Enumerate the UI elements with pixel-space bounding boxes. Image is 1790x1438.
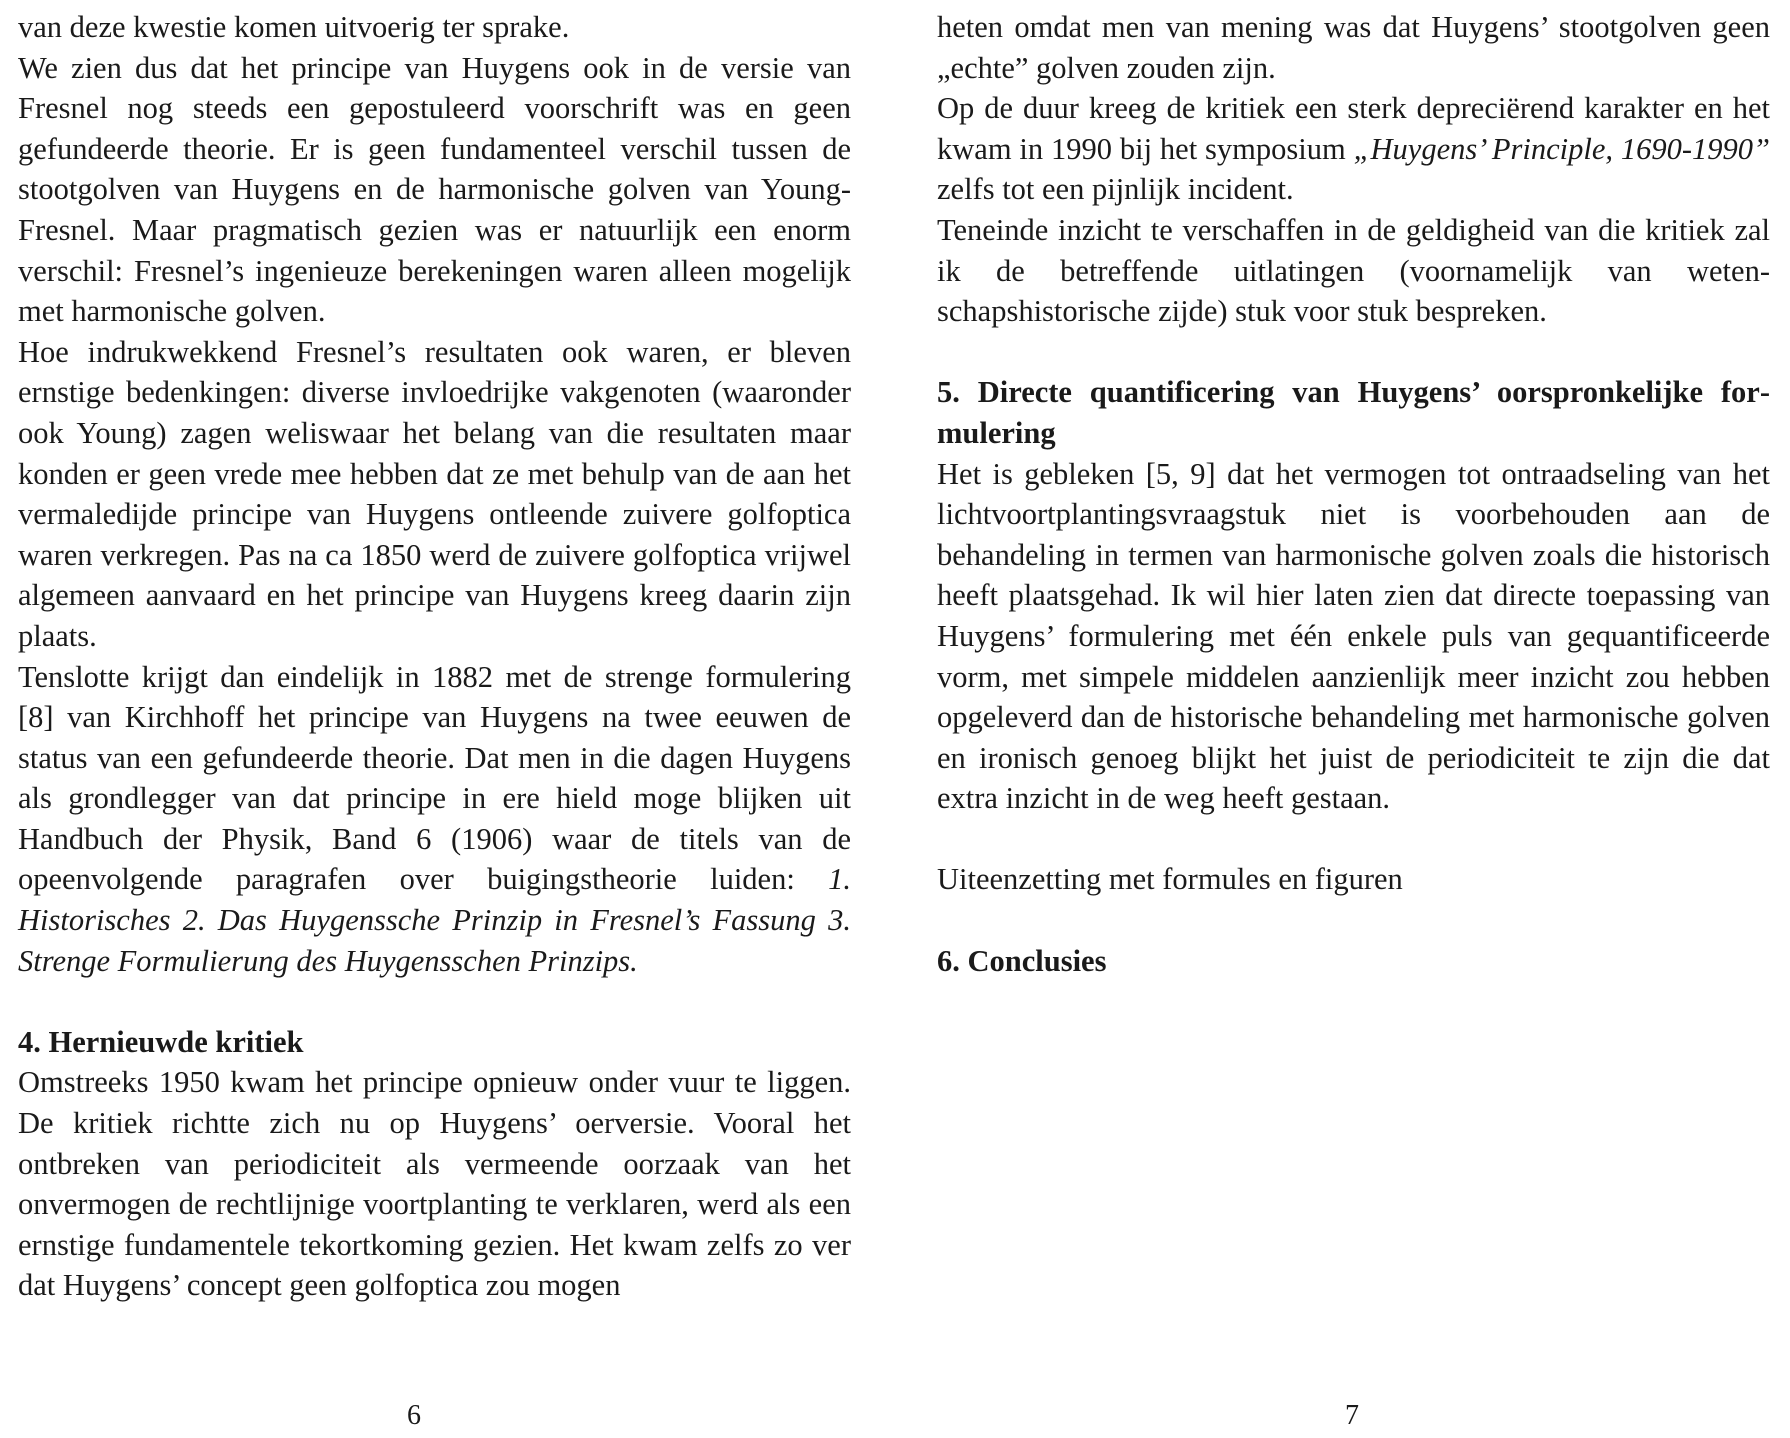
section-spacer — [937, 900, 1770, 941]
paragraph — [937, 7, 1770, 88]
paragraph — [937, 210, 1770, 332]
text-run: Uiteenzetting met formules en figuren — [937, 862, 1403, 897]
section-heading: 5. Directe quantificering van Huygens’ oorspronkelijke formulering — [937, 375, 1770, 450]
paragraph — [937, 88, 1770, 210]
paragraph — [18, 332, 851, 657]
text-run: heten omdat men van mening was dat Huygens’ stootgolven geen „echte” golven zouden zijn. — [937, 10, 1770, 85]
paragraph — [18, 7, 851, 48]
section-heading: 4. Hernieuwde kritiek — [18, 1024, 304, 1059]
section-spacer — [18, 981, 851, 1022]
paragraph — [937, 454, 1770, 819]
paragraph — [18, 657, 851, 982]
paragraph — [937, 859, 1770, 900]
text-run: Op de duur kreeg de kritiek een sterk depreciërend karakter en het kwam in 1990 bij het symposium — [937, 91, 1770, 166]
italic-text: 1. Historisches 2. Das Huygenssche Prinzip in Fresnel’s Fassung 3. Strenge Formulierung des Huygensschen Prinzips. — [18, 862, 851, 978]
italic-text: „Huygens’ Principle, 1690-1990” — [1353, 131, 1770, 166]
section-spacer — [937, 819, 1770, 860]
text-run: Tenslotte krijgt dan eindelijk in 1882 met de strenge formulering [8] van Kirchhoff het principe van Huygens na twee eeuwen de status van een gefundeerde theorie. Dat men in die dagen Huygens als grondlegger van dat principe in ere hield moge blijken uit Handbuch der Physik, Band 6 (1906) waar de titels van de opeenvolgende paragrafen over buigingstheorie luiden: — [18, 659, 851, 897]
text-run: van deze kwestie komen uitvoerig ter sprake. — [18, 10, 570, 44]
text-run: Teneinde inzicht te verschaffen in de geldigheid van die kritiek zal ik de betreffende uitlatingen (voornamelijk van wetenschapshistorische zijde) stuk voor stuk bespreken. — [937, 212, 1770, 329]
section-heading: 6. Conclusies — [937, 943, 1107, 978]
section-spacer — [937, 332, 1770, 373]
paragraph — [18, 1062, 851, 1306]
page-number-right: 7 — [1345, 1400, 1359, 1431]
text-run: Omstreeks 1950 kwam het principe opnieuw onder vuur te liggen. De kritiek richtte zich nu op Huygens’ oerversie. Vooral het ontbreken van periodiciteit als vermeende oorzaak van het onvermogen de rechtlijnige voortplanting te verklaren, werd als een ernstige fundamentele tekortkoming gezien. Het kwam zelfs zo ver dat Huygens’ concept geen golfoptica zou mogen — [18, 1065, 851, 1303]
page-left — [18, 0, 851, 1438]
page-right — [937, 0, 1770, 1438]
text-run: We zien dus dat het principe van Huygens ook in de versie van Fresnel nog steeds een gepostuleerd voorschrift was en geen gefundeerde theorie. Er is geen fundamenteel verschil tussen de stootgolven van Huygens en de harmonische golven van Young-Fresnel. Maar pragmatisch gezien was er natuurlijk een enorm verschil: Fresnel’s ingenieuze berekeningen waren alleen mogelijk met harmonische golven. — [18, 50, 851, 329]
text-column-right — [937, 7, 1770, 981]
paragraph — [18, 48, 851, 332]
page-number-left: 6 — [407, 1400, 421, 1431]
text-column-left — [18, 7, 851, 1306]
text-run: zelfs tot een pijnlijk incident. — [937, 172, 1294, 207]
text-run: Het is gebleken [5, 9] dat het vermogen tot ontraadseling van het lichtvoortplantingsvraagstuk niet is voorbehouden aan de behandeling in termen van harmonische golven zoals die historisch heeft plaatsgehad. Ik wil hier laten zien dat directe toepassing van Huygens’ formulering met één enkele puls van gequantificeerde vorm, met simpele middelen aanzienlijk meer inzicht zou hebben opgeleverd dan de historische behandeling met harmonische golven en ironisch genoeg blijkt het juist de periodiciteit te zijn die dat extra inzicht in de weg heeft gestaan. — [937, 456, 1770, 816]
text-run: Hoe indrukwekkend Fresnel’s resultaten ook waren, er bleven ernstige bedenkingen: diverse invloedrijke vakgenoten (waaronder ook Young) zagen weliswaar het belang van die resultaten maar konden er geen vrede mee hebben dat ze met behulp van de aan het vermaledijde principe van Huygens ontleende zuivere golfoptica waren verkregen. Pas na ca 1850 werd de zuivere golfoptica vrijwel algemeen aanvaard en het principe van Huygens kreeg daarin zijn plaats. — [18, 334, 851, 653]
